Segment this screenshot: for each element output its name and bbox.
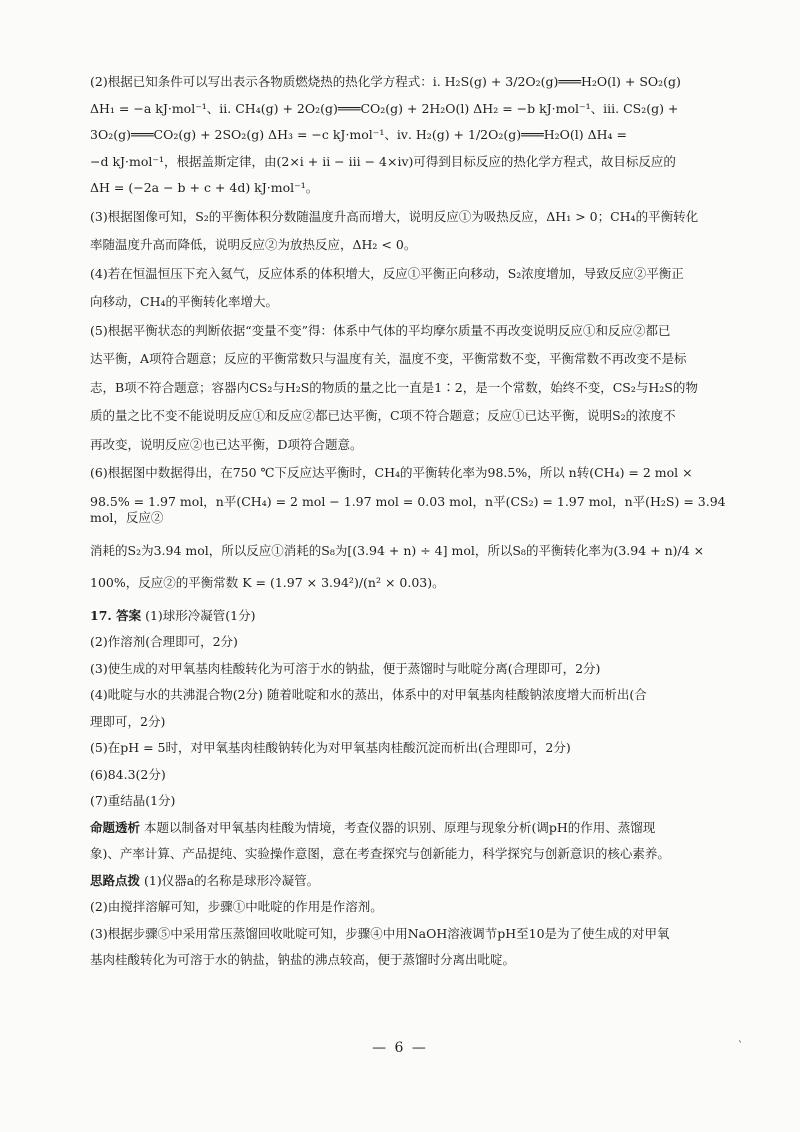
answer-item: (7)重结晶(1分) (90, 793, 176, 808)
answer-item: (1)球形冷凝管(1分) (145, 607, 256, 623)
text-line: (6)根据图中数据得出，在750 ℃下反应达平衡时，CH₄的平衡转化率为98.5%，所以 n转(CH₄) = 2 mol × (90, 465, 693, 480)
hint-text: 基肉桂酸转化为可溶于水的钠盐，钠盐的沸点较高，便于蒸馏时分离出吡啶。 (90, 952, 516, 967)
text-line: 再改变，说明反应②也已达平衡，D项符合题意。 (90, 436, 363, 452)
text-line: 向移动，CH₄的平衡转化率增大。 (90, 294, 278, 309)
corner-mark: ` (738, 1041, 743, 1052)
text-line: 100%，反应②的平衡常数 K = (1.97 × 3.94²)/(n² × 0.03)。 (90, 575, 445, 590)
answer-item: (3)使生成的对甲氧基肉桂酸转化为可溶于水的钠盐，便于蒸馏时与吡啶分离(合理即可，2分) (90, 660, 601, 676)
analysis-line (90, 820, 730, 837)
hint-text: (3)根据步骤⑤中采用常压蒸馏回收吡啶可知，步骤④中用NaOH溶液调节pH至10是为了使生成的对甲氧 (90, 925, 670, 941)
text-line: ΔH₁ = −a kJ·mol⁻¹、ⅱ. CH₄(g) + 2O₂(g)═══CO₂(g) + 2H₂O(l) ΔH₂ = −b kJ·mol⁻¹、ⅲ. CS₂(g) + (90, 100, 679, 116)
hint-text: (1)仪器a的名称是球形冷凝管。 (144, 872, 320, 888)
hint-text: (2)由搅拌溶解可知，步骤①中吡啶的作用是作溶剂。 (90, 899, 383, 914)
answer-title: 17. 答案 (90, 607, 142, 623)
answer-block-17 (90, 608, 730, 810)
analysis-block (90, 820, 730, 863)
text-line: (2)根据已知条件可以写出表示各物质燃烧热的热化学方程式：ⅰ. H₂S(g) + 3/2O₂(g)═══H₂O(l) + SO₂(g) (90, 74, 681, 89)
analysis-text: 本题以制备对甲氧基肉桂酸为情境，考查仪器的识别、原理与现象分析(调pH的作用、蒸馏现 (144, 819, 656, 835)
hint-line (90, 873, 730, 890)
analysis-text: 象)、产率计算、产品提纯、实验操作意图，意在考查探究与创新能力，科学探究与创新意识的核心素养。 (90, 846, 670, 861)
answer-item: (4)吡啶与水的共沸混合物(2分) 随着吡啶和水的蒸出，体系中的对甲氧基肉桂酸钠浓度增大而析出(合 (90, 687, 647, 702)
answer-item: 理即可，2分) (90, 713, 166, 729)
text-line: (4)若在恒温恒压下充入氦气，反应体系的体积增大，反应①平衡正向移动，S₂浓度增加，导致反应②平衡正 (90, 265, 684, 281)
answer-item: (2)作溶剂(合理即可，2分) (90, 634, 238, 649)
answer-item: (5)在pH = 5时，对甲氧基肉桂酸钠转化为对甲氧基肉桂酸沉淀而析出(合理即可，2分) (90, 740, 571, 755)
page-number: — 6 — (372, 1040, 428, 1056)
text-line: ΔH = (−2a − b + c + 4d) kJ·mol⁻¹。 (90, 180, 319, 195)
hint-block (90, 873, 730, 969)
answer-item: (6)84.3(2分) (90, 766, 166, 782)
text-line: (3)根据图像可知，S₂的平衡体积分数随温度升高而增大，说明反应①为吸热反应，ΔH₁ > 0；CH₄的平衡转化 (90, 208, 699, 224)
text-line: (5)根据平衡状态的判断依据“变量不变”得：体系中气体的平均摩尔质量不再改变说明反应①和反应②都已 (90, 322, 671, 338)
text-line: 3O₂(g)═══CO₂(g) + 2SO₂(g) ΔH₃ = −c kJ·mol⁻¹、ⅳ. H₂(g) + 1/2O₂(g)═══H₂O(l) ΔH₄ = (90, 127, 627, 142)
text-line: −d kJ·mol⁻¹，根据盖斯定律，由(2×ⅰ + ⅱ − ⅲ − 4×ⅳ)可得到目标反应的热化学方程式，故目标反应的 (90, 153, 676, 169)
text-line: 98.5% = 1.97 mol，n平(CH₄) = 2 mol − 1.97 mol = 0.03 mol，n平(CS₂) = 1.97 mol，n平(H₂S) = 3.94 mol，反应② (90, 493, 726, 525)
text-line: 质的量之比不变不能说明反应①和反应②都已达平衡，C项不符合题意；反应①已达平衡，说明S₂的浓度不 (90, 408, 676, 423)
text-line: 志，B项不符合题意；容器内CS₂与H₂S的物质的量之比一直是1∶2，是一个常数，始终不变，CS₂与H₂S的物 (90, 379, 698, 395)
text-line: 率随温度升高而降低，说明反应②为放热反应，ΔH₂ < 0。 (90, 237, 417, 252)
solution-block-16 (90, 74, 730, 592)
analysis-label: 命题透析 (90, 819, 141, 835)
page-content (90, 74, 730, 979)
text-line: 消耗的S₂为3.94 mol，所以反应①消耗的S₈为[(3.94 + n) ÷ 4] mol，所以S₈的平衡转化率为(3.94 + n)/4 × (90, 542, 705, 558)
text-line: 达平衡，A项符合题意；反应的平衡常数只与温度有关，温度不变，平衡常数不变，平衡常数不再改变不是标 (90, 351, 687, 366)
answer-line (90, 608, 730, 625)
hint-label: 思路点拨 (90, 872, 141, 888)
